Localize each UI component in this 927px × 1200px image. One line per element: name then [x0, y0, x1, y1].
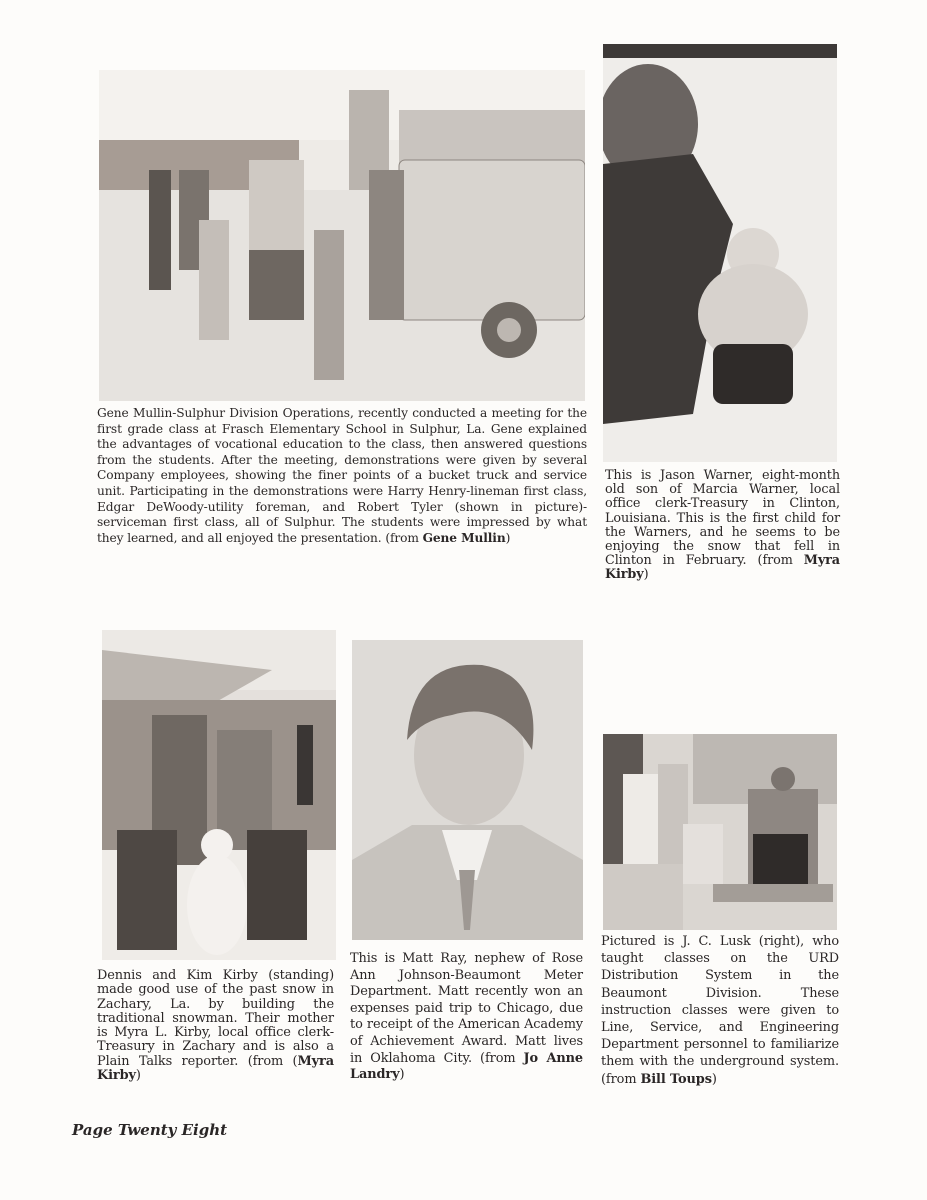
credit-name: Jo Anne Landry [350, 1050, 584, 1083]
credit: (from Jo Anne Landry) [350, 1050, 584, 1083]
caption-urd-class [601, 933, 839, 1088]
credit: (from Gene Mullin) [385, 530, 511, 545]
urd-class-illustration [603, 734, 837, 930]
credit: (from Myra Kirby) [605, 553, 840, 583]
caption-text: Gene Mullin-Sulphur Division Operations, recently conducted a meeting for the first grade class at Frasch Elementary School in Sulphur, La. Gene explained the advantages of vocational education to the class, then answered questions from the students. After the meeting, demonstrations were given by several Company employees, showing the finer points of a bucket truck and service unit. Participating in the demonstrations were Harry Henry-lineman first class, Edgar DeWoody-utility foreman, and Robert Tyler (shown in picture)-serviceman first class, all of Sulphur. The students were impressed by what they learned, and all enjoyed the presentation. [97, 406, 587, 545]
caption-jason-warner [605, 469, 840, 583]
caption-text: Pictured is J. C. Lusk (right), who taught classes on the URD Distribution System in the Beaumont Division. These instruction classes were given to Line, Service, and Engineering Department personnel to familiarize them with the underground system. [601, 934, 839, 1070]
caption-school-demonstration [97, 406, 587, 546]
photo-jason-warner [603, 44, 837, 462]
caption-text: This is Jason Warner, eight-month old son of Marcia Warner, local office clerk-Treasury in Clinton, Louisiana. This is the first child for the Warners, and he seems to be enjoying the snow that fell in Clinton in February. [605, 468, 840, 569]
photo-kirby-snowman [102, 630, 336, 960]
credit: (from Bill Toups) [601, 1071, 717, 1087]
kirby-snowman-illustration [102, 630, 336, 960]
credit-name: Bill Toups [640, 1071, 712, 1087]
page-number: Page Twenty Eight [72, 1121, 228, 1139]
photo-urd-class [603, 734, 837, 930]
caption-matt-ray [350, 951, 583, 1084]
caption-text: Dennis and Kim Kirby (standing) made good use of the past snow in Zachary, La. by building the traditional snowman. Their mother is Myra L. Kirby, local office clerk-Treasury in Zachary and is also a Plain Talks reporter. [97, 968, 334, 1069]
photo-matt-ray [352, 640, 583, 940]
credit-name: Myra Kirby [605, 553, 840, 583]
credit-name: Myra Kirby [97, 1053, 335, 1084]
jason-warner-illustration [603, 44, 837, 462]
photo-school-demonstration [99, 70, 585, 401]
caption-kirby-snowman [97, 969, 334, 1083]
credit-name: Gene Mullin [422, 530, 506, 545]
school-demo-illustration [99, 70, 585, 401]
matt-ray-illustration [352, 640, 583, 940]
credit: (from (Myra Kirby) [97, 1053, 335, 1084]
caption-text: This is Matt Ray, nephew of Rose Ann Johnson-Beaumont Meter Department. Matt recently won an expenses paid trip to Chicago, due to receipt of the American Academy of Achievement Award. Matt lives in Oklahoma City. [350, 951, 583, 1066]
